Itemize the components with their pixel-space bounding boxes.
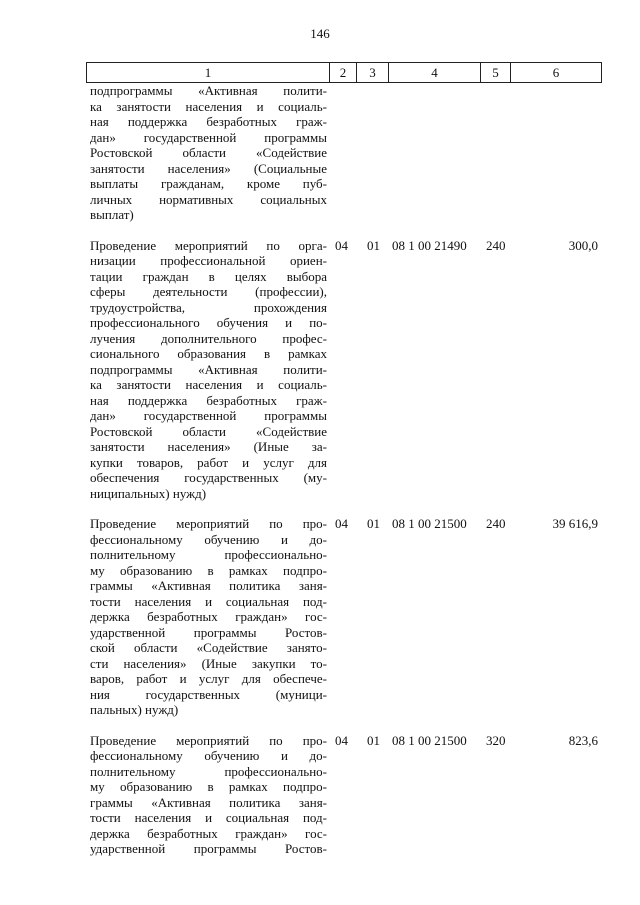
- description-line: тости населения и социальная под-: [90, 810, 327, 825]
- budget-table: [86, 62, 602, 857]
- description-line: ка занятости населения и социаль-: [90, 377, 327, 392]
- description-line: граммы «Активная политика заня-: [90, 578, 327, 593]
- description-line: ная поддержка безработных граж-: [90, 114, 327, 129]
- description-line: подпрограммы «Активная полити-: [90, 361, 327, 377]
- table-header-row: [86, 62, 602, 83]
- description-line: ской области «Содействие занято-: [90, 640, 327, 655]
- description-line: сти населения» (Иные закупки то-: [90, 655, 327, 671]
- description-line: дан» государственной программы: [90, 129, 327, 145]
- description-line: тации граждан в целях выбора: [90, 268, 327, 284]
- description-line: выплаты гражданам, кроме пуб-: [90, 176, 327, 191]
- description-line: ная поддержка безработных граж-: [90, 392, 327, 408]
- description-line: Ростовской области «Содействие: [90, 145, 327, 160]
- description-line: держка безработных граждан» гос-: [90, 609, 327, 624]
- description-line: Ростовской области «Содействие: [90, 423, 327, 439]
- header-col-1: 1: [87, 63, 330, 82]
- header-col-5: 5: [481, 63, 511, 82]
- amount: 300,0: [568, 237, 598, 253]
- description-line: Проведение мероприятий по орга-: [90, 237, 327, 253]
- amount: 823,6: [568, 732, 598, 748]
- description-line: подпрограммы «Активная полити-: [90, 83, 327, 98]
- subsection-code: 01: [367, 237, 380, 253]
- page-number: 146: [310, 26, 330, 41]
- expense-type-code: 320: [486, 732, 506, 748]
- description-line: ударственной программы Ростов-: [90, 841, 327, 856]
- description-line: обеспечения государственных (му-: [90, 470, 327, 485]
- description-line: дан» государственной программы: [90, 408, 327, 423]
- description-line: му образованию в рамках подпро-: [90, 779, 327, 794]
- table-row: [86, 83, 602, 223]
- description-line: ударственной программы Ростов-: [90, 624, 327, 640]
- header-col-3: 3: [357, 63, 389, 82]
- description-line: сионального образования в рамках: [90, 346, 327, 361]
- row-description: [90, 516, 327, 718]
- description-line: профессионального обучения и по-: [90, 315, 327, 330]
- description-line: полнительному профессионально-: [90, 763, 327, 779]
- description-line: ния государственных (муници-: [90, 686, 327, 702]
- section-code: 04: [335, 237, 348, 253]
- subsection-code: 01: [367, 516, 380, 531]
- description-line: фессиональному обучению и до-: [90, 748, 327, 763]
- description-line: трудоустройства, прохождения: [90, 299, 327, 315]
- header-col-4: 4: [389, 63, 481, 82]
- description-line: фессиональному обучению и до-: [90, 531, 327, 547]
- target-item-code: 08 1 00 21500: [392, 732, 467, 748]
- description-line: граммы «Активная политика заня-: [90, 794, 327, 810]
- description-line: Проведение мероприятий по про-: [90, 732, 327, 748]
- description-line: му образованию в рамках подпро-: [90, 562, 327, 578]
- table-row: [86, 733, 602, 857]
- description-line: лучения дополнительного профес-: [90, 330, 327, 346]
- description-line: держка безработных граждан» гос-: [90, 825, 327, 841]
- expense-type-code: 240: [486, 516, 506, 531]
- target-item-code: 08 1 00 21500: [392, 516, 467, 531]
- section-code: 04: [335, 516, 348, 531]
- description-line: варов, работ и услуг для обеспече-: [90, 671, 327, 686]
- description-line: ниципальных) нужд): [90, 485, 207, 501]
- description-line: низации профессиональной ориен-: [90, 253, 327, 268]
- description-line: выплат): [90, 207, 134, 222]
- amount: 39 616,9: [552, 516, 598, 531]
- description-line: полнительному профессионально-: [90, 547, 327, 562]
- description-line: занятости населения» (Социальные: [90, 160, 327, 176]
- subsection-code: 01: [367, 732, 380, 748]
- row-description: [90, 733, 327, 857]
- description-line: сферы деятельности (профессии),: [90, 284, 327, 299]
- description-line: занятости населения» (Иные за-: [90, 439, 327, 454]
- row-description: [90, 238, 327, 502]
- description-line: купки товаров, работ и услуг для: [90, 454, 327, 470]
- table-row: [86, 516, 602, 718]
- header-col-6: 6: [552, 65, 560, 80]
- target-item-code: 08 1 00 21490: [392, 237, 467, 253]
- expense-type-code: 240: [486, 237, 506, 253]
- header-col-2: 2: [330, 63, 357, 82]
- description-line: пальных) нужд): [90, 702, 179, 717]
- description-line: тости населения и социальная под-: [90, 593, 327, 609]
- table-row: [86, 238, 602, 502]
- description-line: личных нормативных социальных: [90, 191, 327, 207]
- description-line: Проведение мероприятий по про-: [90, 516, 327, 531]
- section-code: 04: [335, 732, 348, 748]
- description-line: ка занятости населения и социаль-: [90, 98, 327, 114]
- row-description: [90, 83, 327, 223]
